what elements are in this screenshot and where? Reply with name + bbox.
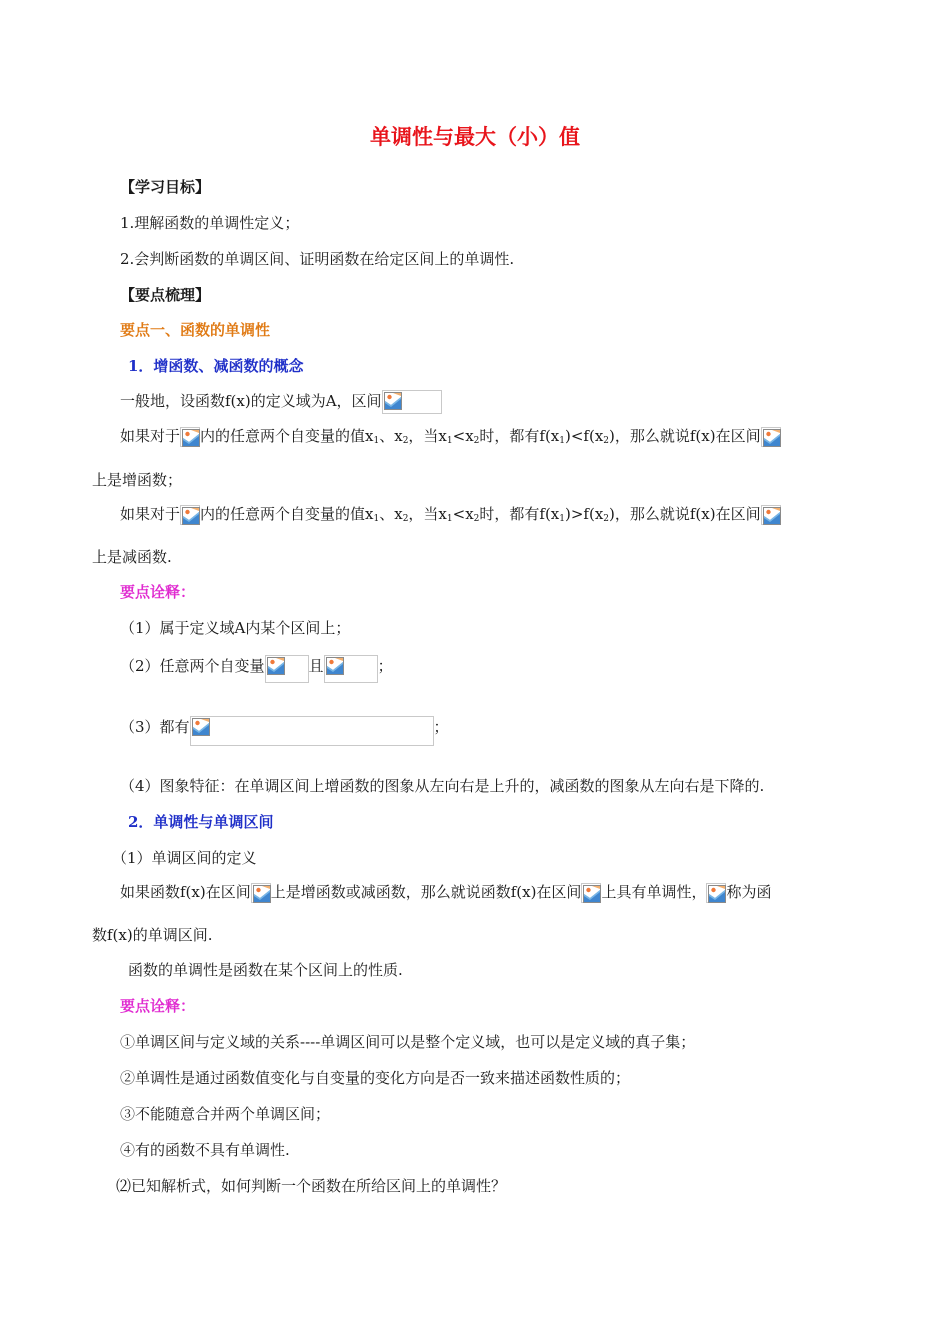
note-item: （1）属于定义域A内某个区间上； xyxy=(120,619,351,637)
text: 一般地，设函数f(x)的定义域为A，区间 xyxy=(120,392,382,410)
note-item: （4）图象特征：在单调区间上增函数的图象从左向右是上升的，减函数的图象从左向右是下降的. xyxy=(120,777,765,795)
broken-image-icon xyxy=(192,718,210,736)
formula-image xyxy=(180,427,200,447)
broken-image-icon xyxy=(763,507,781,525)
goals-heading: 【学习目标】 xyxy=(120,178,211,196)
paragraph-decreasing-end: 上是减函数. xyxy=(92,548,172,566)
summary-heading: 【要点梳理】 xyxy=(120,286,211,304)
note-item: （2）任意两个自变量 且 ； xyxy=(120,655,393,683)
note-item: ④有的函数不具有单调性. xyxy=(120,1141,290,1159)
formula-image xyxy=(761,427,781,447)
subsection1-heading: 1．增函数、减函数的概念 xyxy=(128,357,304,375)
formula-image xyxy=(761,505,781,525)
note-item: ①单调区间与定义域的关系----单调区间可以是整个定义域，也可以是定义域的真子集； xyxy=(120,1033,696,1051)
broken-image-icon xyxy=(708,885,726,903)
formula-image xyxy=(265,655,309,683)
notes2-heading: 要点诠释： xyxy=(120,997,196,1015)
note-item: （3）都有 ； xyxy=(120,716,449,746)
paragraph-increasing: 如果对于 内的任意两个自变量的值$x_1$、$x_2$，当$x_1<x_2$时，都有$f(x_1)<f(x_2)$，那么就说f(x)在区间 xyxy=(120,425,781,452)
definition-paragraph-end: 数f(x)的单调区间. xyxy=(92,926,213,944)
broken-image-icon xyxy=(182,429,200,447)
broken-image-icon xyxy=(253,885,271,903)
formula-image xyxy=(382,390,442,414)
page-title: 单调性与最大（小）值 xyxy=(370,124,580,149)
question-text: ⑵已知解析式，如何判断一个函数在所给区间上的单调性？ xyxy=(116,1177,507,1195)
notes1-heading: 要点诠释： xyxy=(120,583,196,601)
broken-image-icon xyxy=(763,429,781,447)
broken-image-icon xyxy=(182,507,200,525)
formula-image xyxy=(581,883,601,903)
goal-item: 2.会判断函数的单调区间、证明函数在给定区间上的单调性. xyxy=(120,250,515,268)
property-text: 函数的单调性是函数在某个区间上的性质. xyxy=(128,961,403,979)
broken-image-icon xyxy=(326,657,344,675)
definition-heading: （1）单调区间的定义 xyxy=(112,849,257,867)
formula-image xyxy=(251,883,271,903)
paragraph-increasing-end: 上是增函数； xyxy=(92,471,183,489)
goal-item: 1.理解函数的单调性定义； xyxy=(120,214,300,232)
note-item: ③不能随意合并两个单调区间； xyxy=(120,1105,331,1123)
paragraph-decreasing: 如果对于 内的任意两个自变量的值$x_1$、$x_2$，当$x_1<x_2$时，都有$f(x_1)>f(x_2)$，那么就说f(x)在区间 xyxy=(120,503,781,530)
formula-image xyxy=(706,883,726,903)
broken-image-icon xyxy=(583,885,601,903)
point1-heading: 要点一、函数的单调性 xyxy=(120,321,271,339)
definition-paragraph: 如果函数f(x)在区间 上是增函数或减函数，那么就说函数f(x)在区间 上具有单调性， 称为函 xyxy=(120,883,772,901)
formula-image xyxy=(180,505,200,525)
note-item: ②单调性是通过函数值变化与自变量的变化方向是否一致来描述函数性质的； xyxy=(120,1069,631,1087)
broken-image-icon xyxy=(267,657,285,675)
paragraph-intro xyxy=(120,390,442,414)
formula-image xyxy=(190,716,434,746)
formula-image xyxy=(324,655,378,683)
broken-image-icon xyxy=(384,392,402,410)
subsection2-heading: 2．单调性与单调区间 xyxy=(128,813,274,831)
